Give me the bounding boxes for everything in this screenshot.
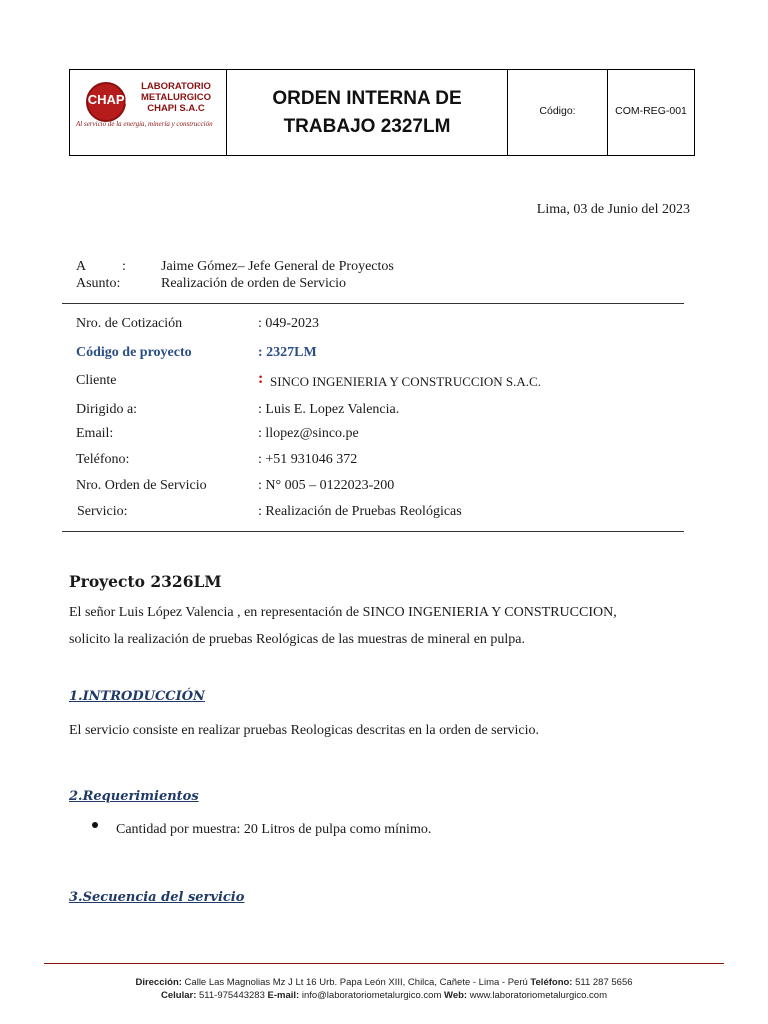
code-label-cell [508, 70, 608, 155]
code-value-cell [608, 70, 694, 155]
addressee-a-label: A [76, 259, 87, 274]
field-value-telefono: : +51 931046 372 [258, 452, 358, 467]
divider-bottom [62, 531, 684, 532]
section-heading-secuencia: 3.Secuencia del servicio [69, 890, 245, 905]
footer-divider [44, 963, 724, 964]
document-date: Lima, 03 de Junio del 2023 [536, 202, 690, 217]
footer-address-line: Dirección: Calle Las Magnolias Mz J Lt 16 Urb. Papa León XIII, Chilca, Cañete - Lima - Perú Teléfono: 511 287 5656 [135, 977, 633, 988]
divider-top [62, 303, 684, 304]
field-value-dirigido: : Luis E. Lopez Valencia. [258, 402, 400, 417]
logo-company-name: LABORATORIO METALURGICO CHAPI S.A.C [140, 81, 211, 114]
code-value: COM-REG-001 [615, 105, 687, 117]
logo-cell [70, 70, 227, 155]
addressee-a-separator: : [122, 259, 126, 274]
field-label-email: Email: [76, 426, 114, 441]
project-title: Proyecto 2326LM [69, 572, 222, 591]
section-heading-introduccion: 1.INTRODUCCIÓN [69, 689, 205, 704]
footer-contact-line: Celular: 511-975443283 E-mail: info@laboratoriometalurgico.com Web: www.laboratoriometalurgico.com [161, 990, 607, 1001]
field-colon-cliente: : [258, 370, 264, 387]
field-label-dirigido: Dirigido a: [76, 402, 138, 417]
field-value-cliente: SINCO INGENIERIA Y CONSTRUCCION S.A.C. [270, 374, 541, 389]
field-value-servicio: : Realización de Pruebas Reológicas [258, 504, 462, 519]
header-table [69, 69, 695, 156]
field-label-orden-servicio: Nro. Orden de Servicio [76, 478, 207, 493]
addressee-a-value: Jaime Gómez– Jefe General de Proyectos [161, 259, 394, 274]
project-paragraph-line2: solicito la realización de pruebas Reológicas de las muestras de mineral en pulpa. [69, 632, 526, 647]
title-cell [227, 70, 508, 155]
document-title: ORDEN INTERNA DE TRABAJO 2327LM [272, 88, 462, 137]
field-value-email: : llopez@sinco.pe [258, 426, 359, 441]
field-label-codigo-proyecto: Código de proyecto [76, 345, 192, 360]
code-label: Código: [539, 105, 576, 117]
field-label-cliente: Cliente [76, 373, 117, 388]
logo-slogan: Al servicio de la energía, minería y construcción [76, 120, 213, 128]
section-text-introduccion: El servicio consiste en realizar pruebas Reologicas descritas en la orden de servicio. [69, 723, 539, 738]
field-label-servicio: Servicio: [77, 504, 128, 519]
project-paragraph-line1: El señor Luis López Valencia , en representación de SINCO INGENIERIA Y CONSTRUCCION, [69, 605, 617, 620]
asunto-label: Asunto: [76, 276, 121, 291]
field-value-orden-servicio: : N° 005 – 0122023-200 [258, 478, 395, 493]
field-value-codigo-proyecto: : 2327LM [258, 345, 317, 360]
field-label-telefono: Teléfono: [76, 452, 130, 467]
requirement-item: Cantidad por muestra: 20 Litros de pulpa como mínimo. [116, 822, 432, 837]
field-label-cotizacion: Nro. de Cotización [76, 316, 183, 331]
field-value-cotizacion: : 049-2023 [258, 316, 320, 331]
bullet-icon [92, 822, 98, 828]
logo-mark-text: CHAPI [87, 92, 129, 107]
asunto-value: Realización de orden de Servicio [161, 276, 347, 291]
section-heading-requerimientos: 2.Requerimientos [69, 789, 199, 804]
